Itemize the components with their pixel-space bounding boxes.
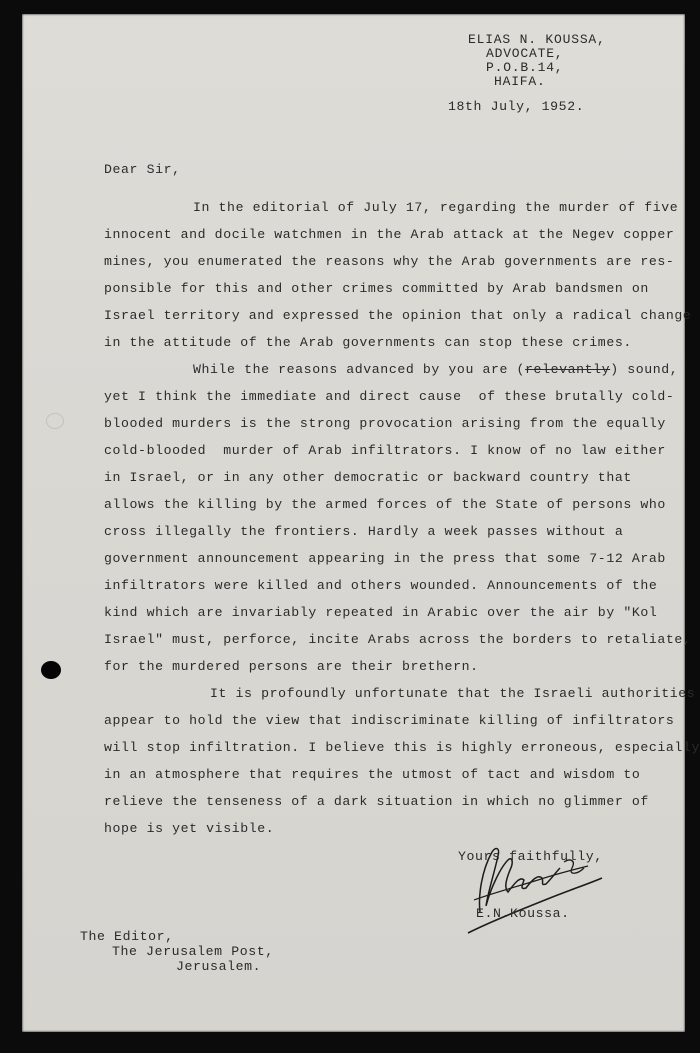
body-line: government announcement appearing in the press that some 7-12 Arab	[104, 551, 666, 566]
body-line: innocent and docile watchmen in the Arab attack at the Negev copper	[104, 227, 675, 242]
body-line: yet I think the immediate and direct cause of these brutally cold-	[104, 389, 675, 404]
letterhead-city: HAIFA.	[494, 74, 546, 89]
body-line: in the attitude of the Arab governments can stop these crimes.	[104, 335, 632, 350]
body-line: in an atmosphere that requires the utmost of tact and wisdom to	[104, 767, 641, 782]
body-line: blooded murders is the strong provocation arising from the equally	[104, 416, 666, 431]
body-line: hope is yet visible.	[104, 821, 275, 836]
body-line: in Israel, or in any other democratic or backward country that	[104, 470, 632, 485]
body-line	[193, 362, 678, 377]
body-line: It is profoundly unfortunate that the Israeli authorities	[210, 686, 696, 701]
body-line: cold-blooded murder of Arab infiltrators. I know of no law either	[104, 443, 666, 458]
recipient-title: The Editor,	[80, 929, 174, 944]
body-line: allows the killing by the armed forces of the State of persons who	[104, 497, 666, 512]
body-line: ponsible for this and other crimes committed by Arab bandsmen on	[104, 281, 649, 296]
salutation: Dear Sir,	[104, 162, 181, 177]
punch-hole-faint	[46, 413, 64, 429]
letterhead-pobox: P.O.B.14,	[486, 60, 564, 75]
letterhead-title: ADVOCATE,	[486, 46, 564, 61]
text-run: While the reasons advanced by you are (	[193, 362, 526, 377]
struck-word: relevantly	[525, 362, 611, 377]
letter-date: 18th July, 1952.	[448, 99, 585, 114]
closing: Yours faithfully,	[458, 849, 603, 864]
body-line: In the editorial of July 17, regarding the murder of five	[193, 200, 679, 215]
handwritten-signature	[460, 840, 610, 940]
body-line: mines, you enumerated the reasons why the Arab governments are res-	[104, 254, 675, 269]
body-line: appear to hold the view that indiscriminate killing of infiltrators	[104, 713, 675, 728]
letterhead	[468, 33, 606, 89]
body-line: cross illegally the frontiers. Hardly a week passes without a	[104, 524, 624, 539]
signature-name: E.N.Koussa.	[476, 906, 570, 921]
body-line: will stop infiltration. I believe this is highly erroneous, especially	[104, 740, 700, 755]
letterhead-name: ELIAS N. KOUSSA,	[468, 32, 606, 47]
body-line: Israel" must, perforce, incite Arabs across the borders to retaliate,	[104, 632, 692, 647]
punch-hole	[41, 661, 61, 679]
body-line: infiltrators were killed and others wounded. Announcements of the	[104, 578, 658, 593]
recipient-city: Jerusalem.	[176, 959, 262, 974]
body-line: relieve the tenseness of a dark situation in which no glimmer of	[104, 794, 649, 809]
recipient-publication: The Jerusalem Post,	[112, 944, 274, 959]
body-line: kind which are invariably repeated in Arabic over the air by "Kol	[104, 605, 658, 620]
body-line: for the murdered persons are their brethern.	[104, 659, 479, 674]
text-run: ) sound,	[610, 362, 679, 377]
body-line: Israel territory and expressed the opinion that only a radical change	[104, 308, 692, 323]
